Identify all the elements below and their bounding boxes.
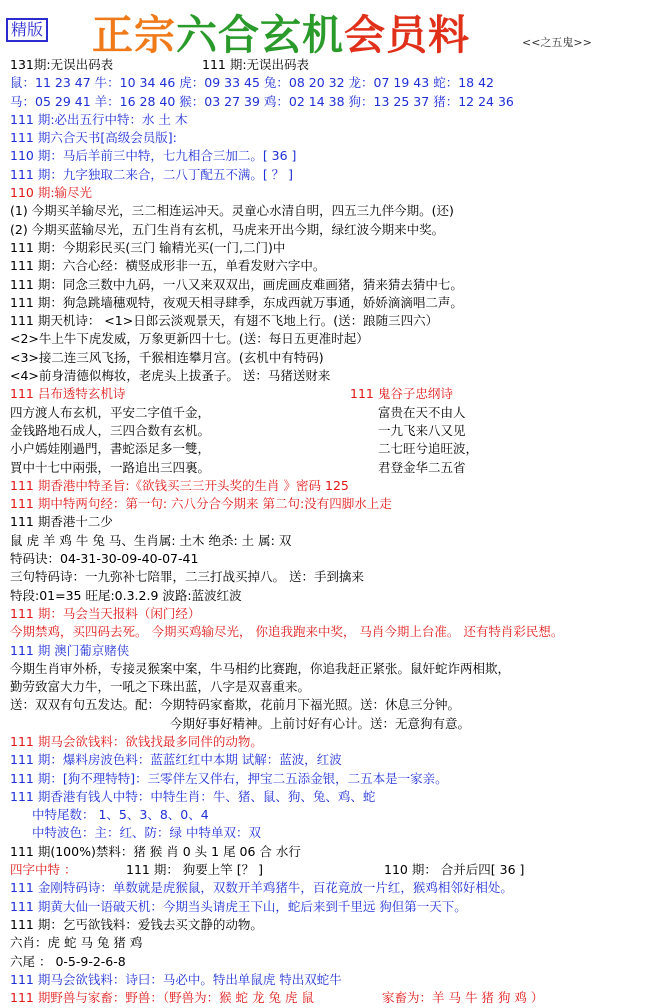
text-line: 111 期：[狗不理特特]：三零伴左又伴右，押宝二五添金银，二五本是一家亲。 (10, 770, 448, 786)
text-line: 今期生肖审外桥，专接灵猴案中案，牛马相约比赛跑，你追我赶正紧张。鼠奸蛇诈两相欺， (10, 660, 511, 676)
edition-badge: 精版 (6, 18, 48, 42)
text-line: 111 期:必出五行中特：水 土 木 (10, 111, 188, 127)
title-char: 宗 (134, 11, 176, 59)
text-line: 四方渡人布玄机，平安二字值千金， (10, 404, 211, 420)
text-line: 111 期香港中特圣旨:《欲钱买三三开头奖的生肖 》密码 125 (10, 477, 349, 493)
poem-headings (10, 385, 650, 403)
section-heading: 110 期:输尽光 (10, 185, 93, 201)
text-line: 111 期：乞丐欲钱料：爱钱去买文静的动物。 (10, 916, 263, 932)
text-line: 家畜为：羊 马 牛 猪 狗 鸡 ） (382, 990, 544, 1006)
text-line: <3>接二连三风飞扬，千猴相连攀月宫。(玄机中有特码) (10, 349, 324, 365)
text-line: 鼠 虎 羊 鸡 牛 兔 马、生肖属: 土木 绝杀: 土 属: 双 (10, 532, 292, 548)
text-line: 四字中特 ： (10, 862, 77, 878)
text-line: 買中十七中兩張，一路追出三四裏。 (10, 459, 211, 475)
text-line: 富贵在天不由人 (378, 404, 466, 420)
text-line: 111 期：今期彩民买(三门 输精光买(一门,二门)中 (10, 239, 286, 255)
section-heading: 111 期香港十二少 (10, 514, 113, 530)
text-line: 今期禁鸡，买四码去死。 今期买鸡输尽光， 你追我跑来中奖， 马肖今期上台准。 还有特肖彩民想。 (10, 624, 564, 640)
text-line: 君登金华二五省 (378, 459, 466, 475)
text-line: 111 期：六合心经：横竖成形非一五，单看发财六字中。 (10, 258, 326, 274)
text-line: 小户嫣娃刚過門，書蛇添足多一雙， (10, 441, 211, 457)
text-line: 111 期马会欲钱料：诗曰：马必中。特出单鼠虎 特出双蛇牛 (10, 971, 342, 987)
title-char: 玄 (260, 11, 302, 59)
text-line: 111 期天机诗： <1>日郎云淡观景天，有翅不飞地上行。(送：踉随三四六） (10, 313, 439, 329)
title-char: 会 (344, 11, 386, 59)
title-char: 机 (302, 11, 344, 59)
text-line: 111 期野兽与家畜：野兽：（野兽为：猴 蛇 龙 兔 虎 鼠 (10, 990, 314, 1006)
text-line: 特码诀：04-31-30-09-40-07-41 (10, 551, 199, 567)
title-char: 六 (176, 11, 218, 59)
four-char-line (10, 861, 650, 879)
text-line: 110 期：马后羊前三中特，七九相合三加二。[ 36 ] (10, 148, 297, 164)
text-line: 中特尾数： 1、5、3、8、0、4 (32, 807, 209, 823)
text-line: 111 期中特两句经：第一句: 六八分合今期来 第二句:没有四脚水上走 (10, 496, 392, 512)
text-line: 六尾 ： 0-5-9-2-6-8 (10, 953, 126, 969)
text-line: 111 期： 狗要上竿 [？ ] (126, 862, 264, 878)
title-char: 正 (92, 11, 134, 59)
text-line: 金钱路地石成人，三四合数有玄机。 (10, 422, 211, 438)
zodiac-numbers-line: 鼠：11 23 47 牛：10 34 46 虎：09 33 45 兔：08 20 32 龙：07 19 43 蛇：18 42 (10, 75, 494, 91)
page-subtitle: <<之五鬼>> (522, 36, 592, 49)
section-heading: 111 鬼谷子忠纲诗 (350, 386, 453, 402)
text-line: <4>前身清德似梅妆，老虎头上拔蚤子。 送：马猪送财来 (10, 368, 331, 384)
section-heading: 111 期 澳门葡京赌侠 (10, 642, 130, 658)
zodiac-numbers-line: 马：05 29 41 羊：16 28 40 猴：03 27 39 鸡：02 14 38 狗：13 25 37 猪：12 24 36 (10, 93, 514, 109)
text-line: <2>牛上牛下虎发威，万象更新四十七。(送：每日五更准时起） (10, 331, 369, 347)
text-line: 111 期:无误出码表 (202, 57, 310, 72)
text-line: 特段:01=35 旺尾:0.3.2.9 波路:蓝波红波 (10, 587, 242, 603)
section-heading: 111 吕布透特玄机诗 (10, 386, 126, 402)
text-line: 111 期香港有钱人中特：中特生肖：牛、猪、鼠、狗、兔、鸡、蛇 (10, 788, 376, 804)
title-char: 合 (218, 11, 260, 59)
poem-line (10, 440, 650, 458)
poem-line (10, 422, 650, 440)
text-line: 111 期：同念三数中九码，一八又来双双出，画虎画皮难画猪，猜来猜去猜中七。 (10, 276, 463, 292)
text-line: 六肖：虎 蛇 马 兔 猪 鸡 (10, 935, 143, 951)
poem-line (10, 459, 650, 477)
title-char: 料 (428, 11, 470, 59)
text-line: 111 期：九字独取二来合，二八丁配五不满。[ ？ ] (10, 166, 294, 182)
text-line: 111 期：狗急跳墙穗观特，夜观天相寻肆季，东成西就万事通，娇娇滴滴唱二声。 (10, 294, 463, 310)
text-line: 131期:无误出码表 (10, 57, 114, 72)
document-body (10, 56, 650, 1007)
section-heading: 111 期：马会当天报料（闲门经） (10, 605, 201, 621)
text-line: 送：双双有句五发达。配：今期特码家畜欺，花前月下福光照。送：休息三分钟。 (10, 697, 461, 713)
text-line: 111 期马会欲钱料：欲钱找最多同伴的动物。 (10, 733, 263, 749)
text-line: 中特波色：主：红、防：绿 中特单双：双 (32, 825, 261, 841)
page-title (92, 2, 470, 61)
beast-line (10, 989, 650, 1007)
text-line: (1) 今期买羊输尽光，三二相连运冲天。灵童心水清自明，四五三九伴今期。(还) (10, 203, 454, 219)
text-line: 111 期黄大仙一语破天机：今期当头请虎王下山，蛇后来到千里远 狗但第一天下。 (10, 898, 467, 914)
text-line: 111 金刚特码诗：单数就是虎猴鼠，双数开羊鸡猪牛，百花竟放一片红，猴鸡相邻好相处。 (10, 880, 513, 896)
text-line: 二七旺兮追旺波， (378, 441, 479, 457)
section-heading: 111 期六合天书[高级会员版]: (10, 130, 177, 146)
table-header-line (10, 56, 650, 74)
text-line: 三句特码诗：一九弥补七陪罪，二三打战买掉八。 送：手到擒来 (10, 569, 364, 585)
title-char: 员 (386, 11, 428, 59)
page-header (0, 0, 656, 59)
text-line: 111 期：爆料房波色料：蓝蓝红红中本期 试解：蓝波，红波 (10, 752, 342, 768)
text-line: 勤劳致富大力牛，一吼之下珠出蓝，八字是双喜重来。 (10, 679, 311, 695)
text-line: 今期好事好精神。上前讨好有心计。送：无意狗有意。 (170, 715, 471, 731)
text-line: 110 期： 合并后四[ 36 ] (384, 862, 525, 878)
text-line: 一九飞来八又见 (378, 422, 466, 438)
text-line: 111 期(100%)禁料：猪 猴 肖 0 头 1 尾 06 合 水行 (10, 843, 301, 859)
poem-line (10, 404, 650, 422)
text-line: (2) 今期买蓝输尽光，五门生肖有玄机，马虎来开出今期，绿红波今期来中奖。 (10, 221, 445, 237)
